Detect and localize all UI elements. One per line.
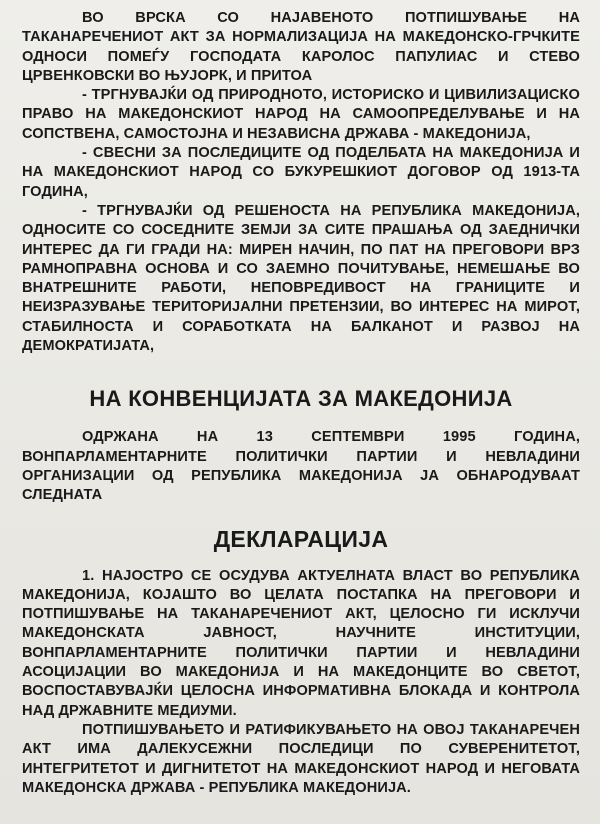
- intro-clause-neighbor-relations: - ТРГНУВАЈЌИ ОД РЕШЕНОСТА НА РЕПУБЛИКА МАКЕДОНИЈА, ОДНОСИТЕ СО СОСЕДНИТЕ ЗЕМЈИ ЗА СИТЕ ПРАШАЊА ОД ЗАЕДНИЧКИ ИНТЕРЕС ДА ГИ ГРАДИ НА: МИРЕН НАЧИН, ПО ПАТ НА ПРЕГОВОРИ ВРЗ РАМНОПРАВНА ОСНОВА И СО ЗАЕМНО ПОЧИТУВАЊЕ, НЕМЕШАЊЕ ВО ВНАТРЕШНИТЕ РАБОТИ, НЕПОВРЕДИВОСТ НА ГРАНИЦИТЕ И НЕИЗРАЗУВАЊЕ ТЕРИТОРИЈАЛНИ ПРЕТЕНЗИИ, ВО ИНТЕРЕС НА МИРОТ, СТАБИЛНОСТА И СОРАБОТКАТА НА БАЛКАНОТ И РАЗВОЈ НА ДЕМОКРАТИЈАТА,: [22, 202, 580, 355]
- convention-paragraph: ОДРЖАНА НА 13 СЕПТЕМВРИ 1995 ГОДИНА, ВОНПАРЛАМЕНТАРНИТЕ ПОЛИТИЧКИ ПАРТИИ И НЕВЛАДИНИ ОРГАНИЗАЦИИ ОД РЕПУБЛИКА МАКЕДОНИЈА ЈА ОБНАРОДУВААТ СЛЕДНАТА: [22, 429, 580, 504]
- declaration-heading: ДЕКЛАРАЦИЈА: [213, 525, 389, 552]
- intro-clause-bucharest-treaty: - СВЕСНИ ЗА ПОСЛЕДИЦИТЕ ОД ПОДЕЛБАТА НА МАКЕДОНИЈА И НА МАКЕДОНСКИОТ НАРОД СО БУКУРЕШКИОТ ДОГОВОР ОД 1913-ТА ГОДИНА,: [22, 145, 580, 200]
- convention-heading: НА КОНВЕНЦИЈАТА ЗА МАКЕДОНИЈА: [89, 386, 513, 412]
- intro-paragraph: ВО ВРСКА СО НАЈАВЕНОТО ПОТПИШУВАЊЕ НА ТАКАНАРЕЧЕНИОТ АКТ ЗА НОРМАЛИЗАЦИЈА НА МАКЕДОНСКО-ГРЧКИТЕ ОДНОСИ ПОМЕЃУ ГОСПОДАТА КАРОЛОС ПАПУЛИАС И СТЕВО ЦРВЕНКОВСКИ ВО ЊУЈОРК, И ПРИТОА: [22, 10, 580, 84]
- intro-clause-self-determination: - ТРГНУВАЈЌИ ОД ПРИРОДНОТО, ИСТОРИСКО И ЦИВИЛИЗАЦИСКО ПРАВО НА МАКЕДОНСКИОТ НАРОД НА САМООПРЕДЕЛУВАЊЕ И НА СОПСТВЕНА, САМОСТОЈНА И НЕЗАВИСНА ДРЖАВА - МАКЕДОНИЈА,: [22, 87, 580, 142]
- declaration-point-1: 1. НАЈОСТРО СЕ ОСУДУВА АКТУЕЛНАТА ВЛАСТ ВО РЕПУБЛИКА МАКЕДОНИЈА, КОЈАШТО ВО ЦЕЛАТА ПОСТАПКА НА ПРЕГОВОРИ И ПОТПИШУВАЊЕ НА ТАКАНАРЕЧЕНИОТ АКТ, ЦЕЛОСНО ГИ ИСКЛУЧИ МАКЕДОНСКАТА ЈАВНОСТ, НАУЧНИТЕ ИНСТИТУЦИИ, ВОНПАРЛАМЕНТАРНИТЕ ПОЛИТИЧКИ ПАРТИИ И НЕВЛАДИНИ АСОЦИЈАЦИИ ВО МАКЕДОНИЈА И НА МАКЕДОНЦИТЕ ВО СВЕТОТ, ВОСПОСТАВУВАЈЌИ ЦЕЛОСНА ИНФОРМАТИВНА БЛОКАДА И КОНТРОЛА НАД ДРЖАВНИТЕ МЕДИУМИ.: [22, 567, 580, 719]
- declaration-paragraph-2: ПОТПИШУВАЊЕТО И РАТИФИКУВАЊЕТО НА ОВОЈ ТАКАНАРЕЧЕН АКТ ИМА ДАЛЕКУСЕЖНИ ПОСЛЕДИЦИ ПО СУВЕРЕНИТЕТОТ, ИНТЕГРИТЕТОТ И ДИГНИТЕТОТ НА МАКЕДОНСКИОТ НАРОД И НЕГОВАТА МАКЕДОНСКА ДРЖАВА - РЕПУБЛИКА МАКЕДОНИЈА.: [22, 721, 580, 796]
